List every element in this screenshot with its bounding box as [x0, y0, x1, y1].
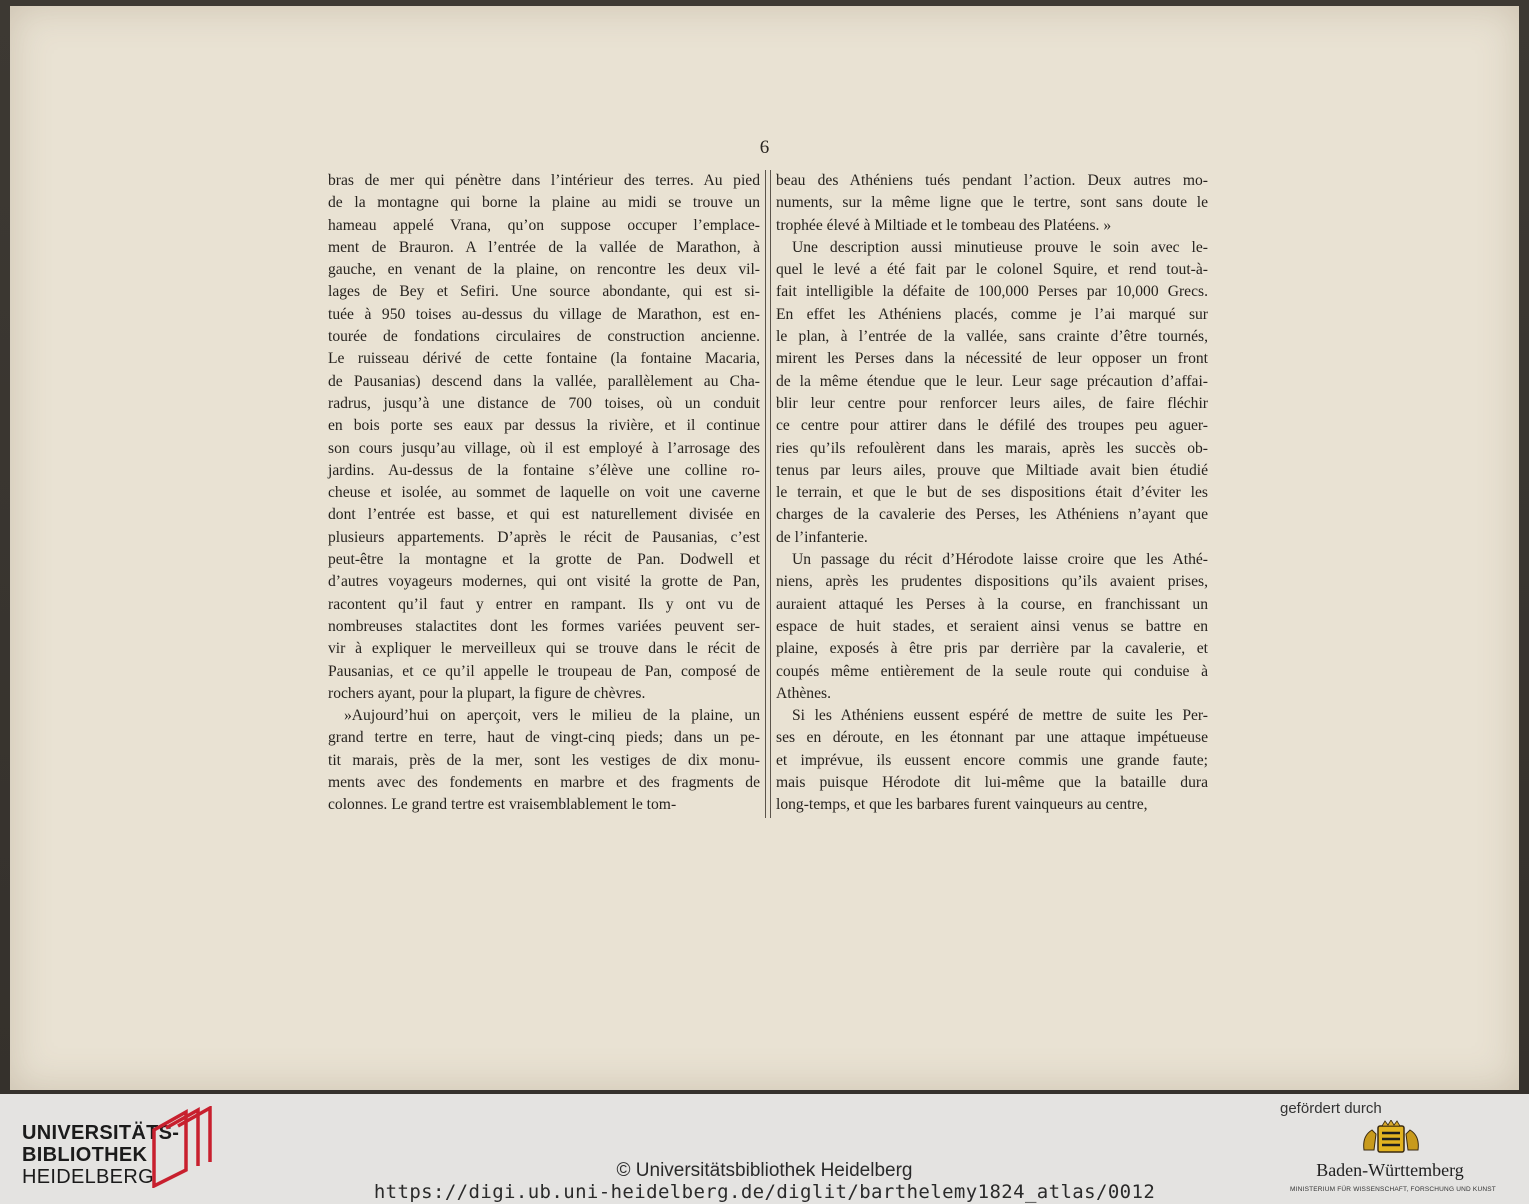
text-line: vir à expliquer le merveilleux qui se trouve dans le récit de: [328, 640, 760, 658]
text-line: tit marais, près de la mer, sont les vestiges de dix monu-: [328, 751, 760, 769]
text-line: ments avec des fondements en marbre et des fragments de: [328, 774, 760, 792]
text-line: »Aujourd’hui on aperçoit, vers le milieu de la plaine, un: [344, 707, 760, 725]
text-line: long-temps, et que les barbares furent vainqueurs au centre,: [776, 796, 1148, 814]
library-name-line2: BIBLIOTHEK: [22, 1144, 148, 1166]
text-line: espace de huit stades, et seraient ainsi venus se battre en: [776, 617, 1208, 635]
text-line: En effet les Athéniens placés, comme je l’ai marqué sur: [776, 305, 1208, 323]
text-line: auraient attaqué les Perses à la course, en franchissant un: [776, 595, 1208, 613]
text-line: de Pausanias) descend dans la vallée, parallèlement au Cha-: [328, 372, 760, 390]
text-line: Athènes.: [776, 684, 831, 702]
text-line: niens, après les prudentes dispositions qu’ils avaient prises,: [776, 573, 1208, 591]
library-name-line3: HEIDELBERG: [22, 1166, 154, 1188]
text-line: quel le levé a été fait par le colonel Squire, et rend tout-à-: [776, 261, 1208, 279]
left-text-column: [328, 170, 760, 817]
text-line: le terrain, et que le but de ses dispositions était d’éviter les: [776, 484, 1208, 502]
text-line: son cours jusqu’au village, où il est employé à l’arrosage des: [328, 439, 760, 457]
text-line: racontent qu’il faut y entrer en rampant. Ils y ont vu de: [328, 595, 760, 613]
text-line: Si les Athéniens eussent espéré de mettre de suite les Per-: [792, 707, 1208, 725]
text-line: bras de mer qui pénètre dans l’intérieur des terres. Au pied: [328, 172, 760, 189]
text-line: grand tertre en terre, haut de vingt-cinq pieds; dans un pe-: [328, 729, 760, 747]
text-line: plaine, exposés à être pris par derrière par la cavalerie, et: [776, 640, 1208, 658]
text-line: hameau appelé Vrana, qu’on suppose occuper l’emplace-: [328, 216, 760, 234]
text-line: mais puisque Hérodote dit lui-même que la bataille dura: [776, 774, 1208, 792]
text-line: mirent les Perses dans la nécessité de leur opposer un front: [776, 350, 1208, 368]
text-line: radrus, jusqu’à une distance de 700 toises, où un conduit: [328, 394, 760, 412]
text-line: de la montagne qui borne la plaine au midi se trouve un: [328, 194, 760, 212]
column-divider: [765, 170, 771, 818]
text-line: Le ruisseau dérivé de cette fontaine (la fontaine Macaria,: [328, 350, 760, 368]
text-line: peut-être la montagne et la grotte de Pan. Dodwell et: [328, 551, 760, 569]
text-line: gauche, en venant de la plaine, on rencontre les deux vil-: [328, 261, 760, 279]
right-text-column: [776, 170, 1208, 817]
funder-name: Baden-Württemberg: [1316, 1160, 1464, 1180]
text-line: ce centre pour attirer dans le défilé des troupes peu aguer-: [776, 417, 1208, 435]
text-line: coupés même entièrement de la seule route qui conduise à: [776, 662, 1208, 680]
text-line: et imprévue, ils eussent encore commis une grande faute;: [776, 751, 1208, 769]
text-line: fait intelligible la défaite de 100,000 Perses par 10,000 Grecs.: [776, 283, 1208, 301]
text-line: beau des Athéniens tués pendant l’action. Deux autres mo-: [776, 172, 1208, 189]
text-line: en bois porte ses eaux par dessus la rivière, et il continue: [328, 417, 760, 435]
text-line: tenus par leurs ailes, prouve que Miltiade avait bien étudié: [776, 461, 1208, 479]
funded-by-label: gefördert durch: [1280, 1100, 1382, 1117]
text-line: rochers ayant, pour la plupart, la figure de chèvres.: [328, 684, 646, 702]
permalink-url[interactable]: https://digi.ub.uni-heidelberg.de/diglit/barthelemy1824_atlas/0012: [373, 1181, 1156, 1203]
baden-wuerttemberg-crest-icon: [1360, 1120, 1422, 1156]
text-line: lages de Bey et Sefiri. Une source abondante, qui est si-: [328, 283, 760, 301]
text-line: blir leur centre pour renforcer leurs ailes, de faire fléchir: [776, 394, 1208, 412]
text-line: de l’infanterie.: [776, 528, 868, 546]
text-line: le plan, à l’entrée de la vallée, sans crainte d’être tournés,: [776, 328, 1208, 346]
footer-bar: [0, 1094, 1529, 1204]
text-line: colonnes. Le grand tertre est vraisemblablement le tom-: [328, 796, 677, 814]
text-line: dont l’entrée est basse, et qui est naturellement divisée en: [328, 506, 760, 524]
copyright-notice: © Universitätsbibliothek Heidelberg: [616, 1160, 913, 1181]
text-line: ries qu’ils refoulèrent dans les marais, après les succès ob-: [776, 439, 1208, 457]
text-line: jardins. Au-dessus de la fontaine s’élève une colline ro-: [328, 461, 760, 479]
text-line: de la même étendue que le leur. Leur sage précaution d’affai-: [776, 372, 1208, 390]
text-line: tourée de fondations circulaires de construction ancienne.: [328, 328, 760, 346]
text-line: plusieurs appartements. D’après le récit de Pausanias, c’est: [328, 528, 760, 546]
text-line: d’autres voyageurs modernes, qui ont visité la grotte de Pan,: [328, 573, 760, 591]
text-line: numents, sur la même ligne que le tertre, sont sans doute le: [776, 194, 1208, 212]
text-line: Un passage du récit d’Hérodote laisse croire que les Athé-: [792, 551, 1208, 569]
library-name-line1: UNIVERSITÄTS-: [22, 1122, 180, 1144]
text-line: ment de Brauron. A l’entrée de la vallée de Marathon, à: [328, 238, 760, 256]
funder-ministry: MINISTERIUM FÜR WISSENSCHAFT, FORSCHUNG UND KUNST: [1290, 1186, 1496, 1193]
text-line: ses en déroute, en les étonnant par une attaque impétueuse: [776, 729, 1208, 747]
page-number: 6: [759, 137, 770, 158]
text-line: nombreuses stalactites dont les formes variées peuvent ser-: [328, 617, 760, 635]
text-line: Pausanias, et ce qu’il appelle le troupeau de Pan, composé de: [328, 662, 760, 680]
text-line: Une description aussi minutieuse prouve le soin avec le-: [792, 238, 1208, 256]
text-line: charges de la cavalerie des Perses, les Athéniens n’ayant que: [776, 506, 1208, 524]
text-line: trophée élevé à Miltiade et le tombeau des Platéens. »: [776, 216, 1112, 234]
text-line: tuée à 950 toises au-dessus du village de Marathon, est en-: [328, 305, 760, 323]
text-line: cheuse et isolée, au sommet de laquelle on voit une caverne: [328, 484, 760, 502]
